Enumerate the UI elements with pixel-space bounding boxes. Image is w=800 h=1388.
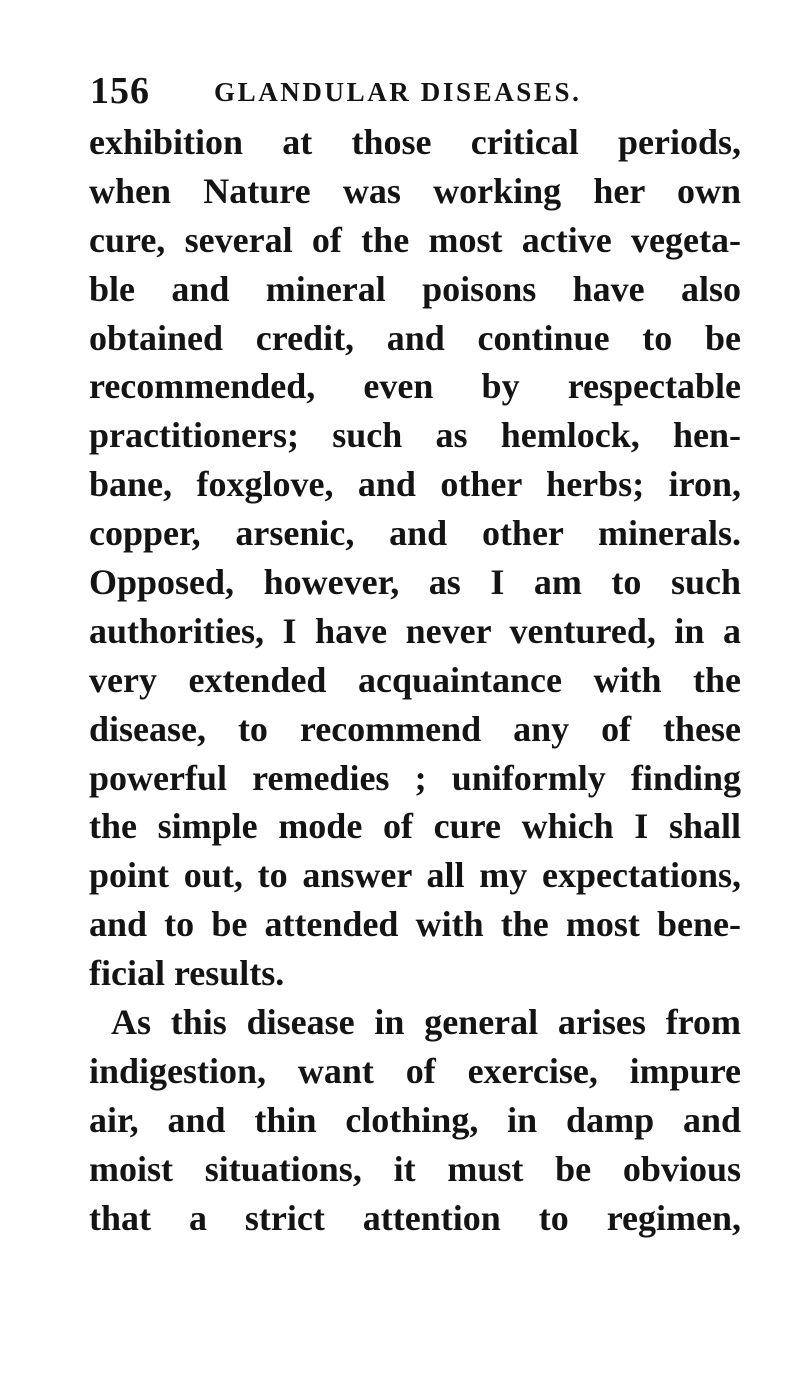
text-line: Opposed, however, as I am to such [89,562,741,603]
text-line: cure, several of the most active vegeta- [89,219,741,260]
text-line: the simple mode of cure which I shall [89,806,741,847]
paragraph-last-line: ficial results. [89,953,285,994]
text-line: air, and thin clothing, in damp and [89,1099,741,1140]
text-line: recommended, even by respectable [89,366,741,407]
text-line: authorities, I have never ventured, in a [89,610,741,651]
page-header [90,66,750,116]
text-line: very extended acquaintance with the [89,659,741,700]
text-line: bane, foxglove, and other herbs; iron, [89,464,741,505]
text-line: copper, arsenic, and other minerals. [89,513,741,554]
text-line: obtained credit, and continue to be [89,317,741,358]
text-line: and to be attended with the most bene- [89,904,741,945]
text-line: exhibition at those critical periods, [89,122,741,162]
body-text [89,118,741,1242]
text-line: practitioners; such as hemlock, hen- [89,415,741,456]
text-line: when Nature was working her own [89,170,741,211]
text-line: ble and mineral poisons have also [89,268,741,309]
page-number: 156 [90,70,150,112]
text-line: moist situations, it must be obvious [89,1148,741,1189]
text-line: powerful remedies ; uniformly finding [89,757,741,798]
text-line: point out, to answer all my expectations, [89,855,741,896]
text-line: disease, to recommend any of these [89,708,741,749]
text-line: that a strict attention to regimen, [89,1197,741,1238]
paragraph-first-line: As this disease in general arises from [111,1002,741,1043]
running-head: GLANDULAR DISEASES. [214,77,582,107]
text-line: indigestion, want of exercise, impure [89,1050,741,1091]
